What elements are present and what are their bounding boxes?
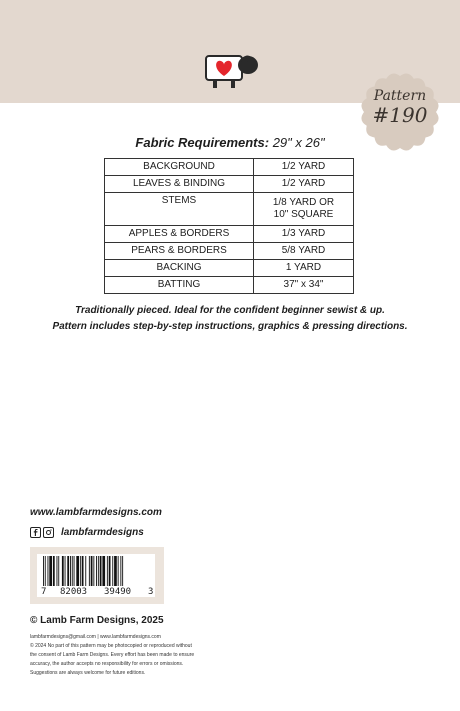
barcode-bar	[76, 556, 79, 586]
fabric-amount: 1/2 YARD	[254, 159, 354, 176]
barcode-bar	[43, 556, 44, 586]
table-row	[105, 243, 354, 260]
pattern-description	[0, 303, 460, 335]
barcode-bar	[98, 556, 99, 586]
fabric-amount: 37" x 34"	[254, 277, 354, 294]
description-line: Pattern includes step-by-step instructions, graphics & pressing directions.	[52, 321, 408, 332]
barcode-bar	[85, 556, 86, 586]
barcode-digit: 39490	[104, 587, 132, 597]
fabric-amount: 1/3 YARD	[254, 226, 354, 243]
fabric-item: APPLES & BORDERS	[105, 226, 254, 243]
fabric-table	[104, 158, 354, 294]
fine-print-line: © 2024 No part of this pattern may be photocopied or reproduced without	[30, 643, 192, 649]
facebook-icon[interactable]	[30, 527, 41, 538]
table-row	[105, 193, 354, 226]
table-row	[105, 176, 354, 193]
social-handle[interactable]: lambfarmdesigns	[61, 527, 144, 538]
social-row	[30, 527, 144, 538]
barcode-bar	[70, 556, 71, 586]
barcode-digit: 82003	[60, 587, 88, 597]
fabric-item: BACKING	[105, 260, 254, 277]
barcode-digit: 3	[148, 587, 154, 597]
barcode-bar	[65, 556, 66, 586]
barcode-bar	[107, 556, 108, 586]
fabric-item: PEARS & BORDERS	[105, 243, 254, 260]
pattern-number	[358, 88, 442, 126]
fabric-item: BACKGROUND	[105, 159, 254, 176]
fabric-amount: 1 YARD	[254, 260, 354, 277]
description-line: Traditionally pieced. Ideal for the confident beginner sewist & up.	[75, 305, 385, 316]
fabric-label: Fabric Requirements:	[135, 135, 270, 150]
fine-print-line: the consent of Lamb Farm Designs. Every effort has been made to ensure	[30, 652, 195, 658]
fabric-item: LEAVES & BINDING	[105, 176, 254, 193]
fabric-amount: 1/2 YARD	[254, 176, 354, 193]
barcode-bar	[89, 556, 90, 586]
barcode-bar	[57, 556, 58, 586]
barcode-bar	[122, 556, 123, 586]
barcode-bar	[58, 556, 59, 586]
copyright: © Lamb Farm Designs, 2025	[30, 615, 164, 626]
barcode-bar	[91, 556, 93, 586]
fine-print-line: accuracy, the author accepts no responsibility for errors or omissions.	[30, 661, 184, 667]
fabric-item: BATTING	[105, 277, 254, 294]
fabric-amount: 1/8 YARD OR	[272, 197, 335, 208]
barcode-bar	[53, 556, 55, 586]
lamb-logo-icon	[202, 50, 262, 92]
barcode-bar	[74, 556, 75, 586]
table-row	[105, 226, 354, 243]
barcode-bar	[102, 556, 105, 586]
barcode-icon	[41, 556, 151, 586]
fabric-item: STEMS	[105, 193, 254, 226]
barcode-bar	[120, 556, 121, 586]
barcode-bar	[118, 556, 119, 586]
pattern-label: Pattern	[373, 88, 427, 104]
barcode-bar	[82, 556, 84, 586]
table-row	[105, 277, 354, 294]
pattern-id: #190	[372, 103, 428, 127]
barcode-bar	[62, 556, 64, 586]
website-link[interactable]: www.lambfarmdesigns.com	[30, 507, 162, 518]
barcode-bar	[67, 556, 69, 586]
barcode-bar	[100, 556, 102, 586]
barcode-bar	[49, 556, 52, 586]
barcode-bar	[114, 556, 117, 586]
barcode-digit: 7	[41, 587, 47, 597]
barcode-bar	[93, 556, 94, 586]
fine-print-line: Suggestions are always welcome for future editions.	[30, 670, 146, 676]
table-row	[105, 260, 354, 277]
fabric-amount-cell	[254, 193, 354, 226]
barcode-bar	[96, 556, 97, 586]
fabric-requirements-heading	[0, 135, 460, 150]
barcode-bar	[45, 556, 46, 586]
fine-print-line: lambfarmdesigns@gmail.com | www.lambfarmdesigns.com	[30, 634, 161, 640]
fine-print	[30, 633, 250, 678]
barcode-bar	[112, 556, 113, 586]
barcode-bar	[109, 556, 111, 586]
barcode-bar	[80, 556, 81, 586]
barcode-bar	[48, 556, 49, 586]
fabric-amount-alt: 10" SQUARE	[273, 209, 334, 220]
finished-size: 29" x 26"	[272, 135, 325, 150]
instagram-icon[interactable]	[43, 527, 54, 538]
barcode-bar	[72, 556, 73, 586]
fabric-amount: 5/8 YARD	[254, 243, 354, 260]
table-row	[105, 159, 354, 176]
